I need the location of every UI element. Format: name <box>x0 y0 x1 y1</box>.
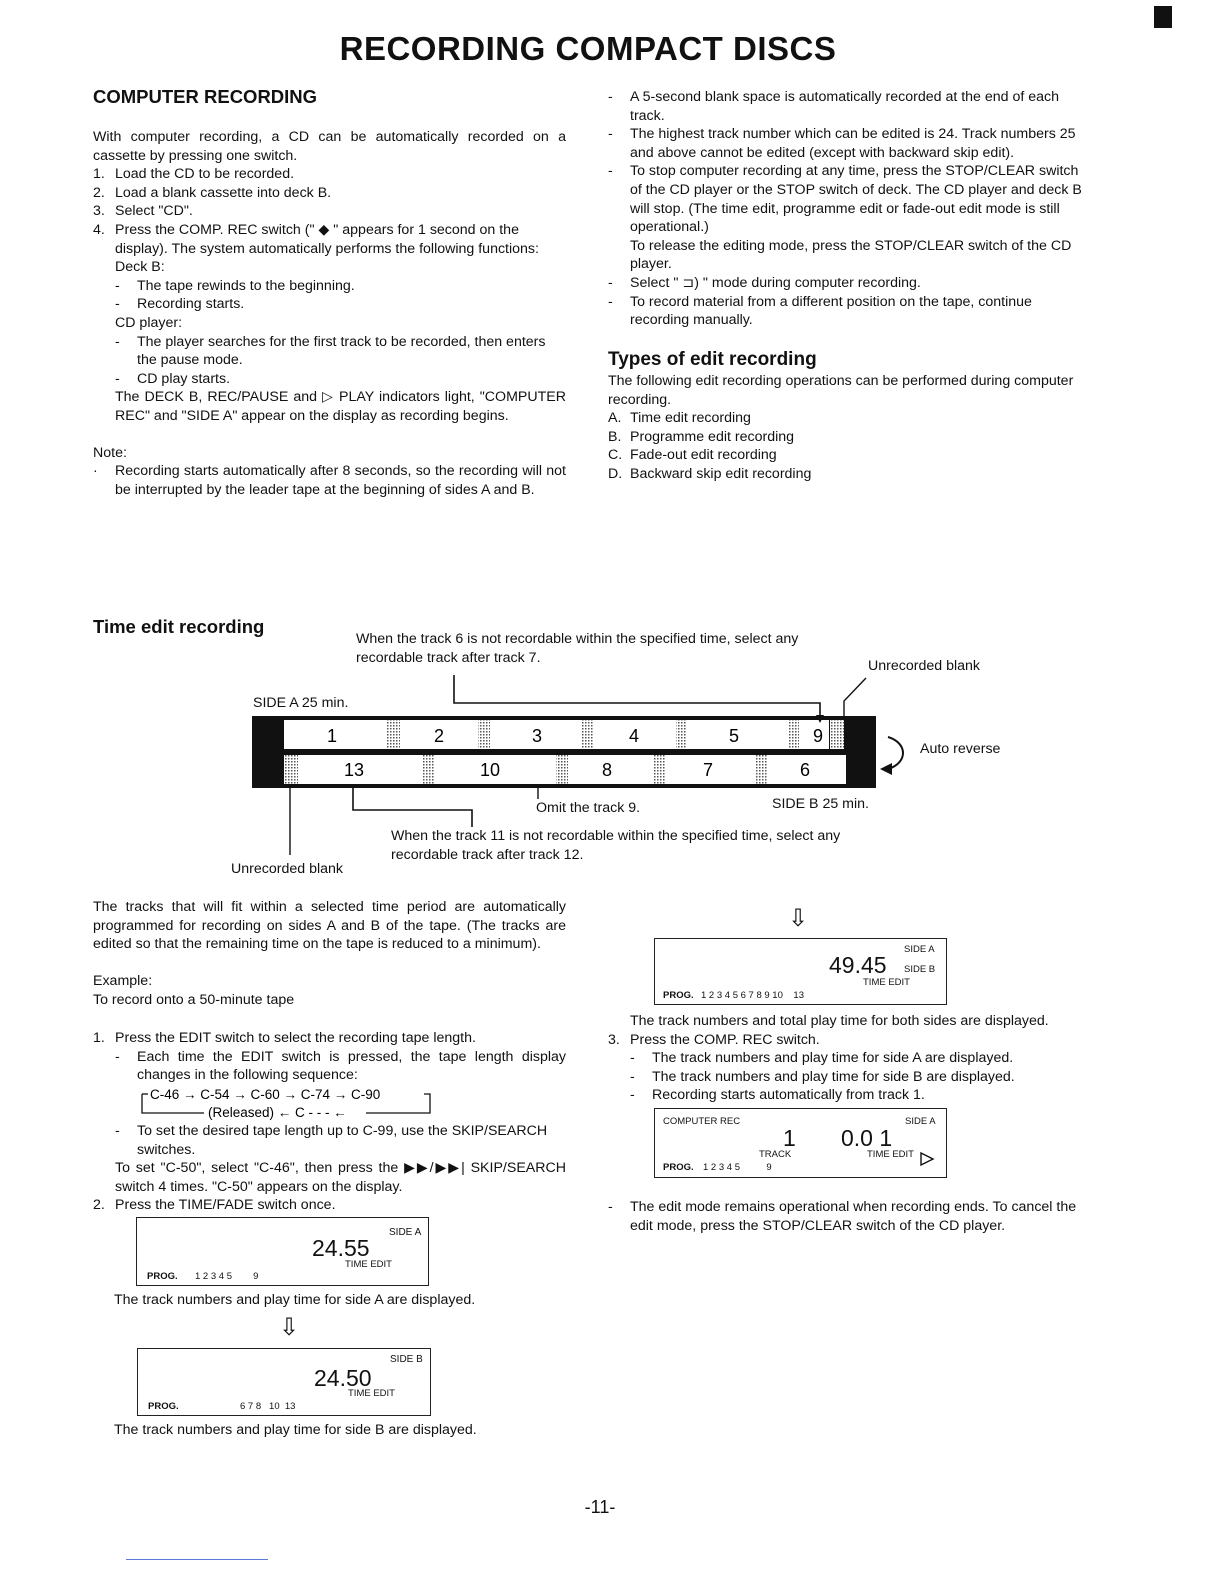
list-item: - To record material from a different position on the tape, continue recording manually. <box>608 293 1032 329</box>
right-notes <box>608 88 1082 330</box>
track-label: 9 <box>812 726 824 746</box>
diagram-note-bottom: When the track 11 is not recordable within the specified time, select any recordable track after track 12. <box>391 828 841 863</box>
step-item: 3. Select "CD". <box>93 203 193 220</box>
step-item: 1. Load the CD to be recorded. <box>93 166 295 183</box>
down-arrow-icon: ⇩ <box>279 1314 300 1341</box>
right-time-edit-text: The track numbers and total play time for both sides are displayed. 3. Press the COMP. REC switch. - The track numbers and play time for side A are displayed. - The track numbers and play time for side B are displayed. - Recording starts automatically from track 1. <box>608 1013 1049 1104</box>
unrecorded-bottom-label: Unrecorded blank <box>231 861 343 877</box>
list-item: A. Time edit recording <box>608 410 751 427</box>
track-label: 5 <box>728 726 740 746</box>
sequence-top: C-46 → C-54 → C-60 → C-74 → C-90 <box>150 1087 381 1102</box>
list-item: - To stop computer recording at any time, press the STOP/CLEAR switch of the CD player or the STOP switch of deck. The CD player and deck B will stop. (The time edit, programme edit or fade-out edit mode is still operational.) <box>608 163 1082 236</box>
track-label: 2 <box>433 726 445 746</box>
track-label: 13 <box>343 760 365 780</box>
list-item: - A 5-second blank space is automatically recorded at the end of each track. <box>608 89 1060 124</box>
lcd-display: 49.45 SIDE A SIDE B TIME EDIT PROG. 1 2 3 4 5 6 7 8 9 10 13 <box>654 938 947 1005</box>
time-edit-heading: Time edit recording <box>93 616 265 637</box>
play-icon <box>919 1151 935 1167</box>
bracket-line <box>454 675 820 720</box>
list-item: - The highest track number which can be edited is 24. Track numbers 25 and above cannot be edited (except with backward skip edit). <box>608 126 1076 161</box>
omit-label: Omit the track 9. <box>536 800 641 816</box>
bracket-line <box>353 784 472 827</box>
corner-tab <box>1154 6 1172 28</box>
list-item: - Recording starts. <box>115 296 245 313</box>
list-item: - Select " ⊐) " mode during computer recording. <box>608 274 921 291</box>
display-caption: The track numbers and play time for side B are displayed. <box>114 1422 477 1438</box>
cd-player-label: CD player: <box>115 314 183 331</box>
track-label: 1 <box>326 726 338 746</box>
list-item: - The tape rewinds to the beginning. <box>115 277 355 294</box>
list-item: C. Fade-out edit recording <box>608 447 777 464</box>
note-item: · Recording starts automatically after 8 seconds, so the recording will not be interrupted by the leader tape at the beginning of sides A and B. <box>93 463 566 498</box>
leader-line <box>844 678 866 720</box>
track-label: 3 <box>531 726 543 746</box>
deck-b-label: Deck B: <box>115 259 165 276</box>
track-label: 4 <box>628 726 640 746</box>
sequence-bottom: (Released) ← C - - - ← <box>208 1105 347 1120</box>
page-title: RECORDING COMPACT DISCS <box>339 30 837 67</box>
types-text: The following edit recording operations can be performed during computer recording. A. Time edit recording B. Programme edit recording C. Fade-out edit recording D. Backward skip edit recording <box>608 372 1082 484</box>
track-label: 7 <box>702 760 714 780</box>
computer-recording-text <box>93 128 566 499</box>
indicators-text: The DECK B, REC/PAUSE and ▷ PLAY indicators light, "COMPUTER REC" and "SIDE A" appear on the display as recording begins. <box>115 389 566 424</box>
list-item: - CD play starts. <box>115 370 231 387</box>
list-item: - The player searches for the first track to be recorded, then enters the pause mode. <box>115 333 546 369</box>
release-text: To release the editing mode, press the STOP/CLEAR switch of the CD player. <box>630 237 1072 273</box>
track-label: 10 <box>479 760 501 780</box>
footer-line <box>126 1559 268 1560</box>
list-item: D. Backward skip edit recording <box>608 465 812 482</box>
lcd-display: COMPUTER REC SIDE A 1 TRACK 0.0 1 TIME EDIT PROG. 1 2 3 4 5 9 <box>654 1108 947 1178</box>
down-arrow-icon: ⇩ <box>788 905 809 932</box>
track-label: 8 <box>601 760 613 780</box>
diagram-note-top: When the track 6 is not recordable within the specified time, select any recordable track after track 7. <box>356 631 799 666</box>
list-item: B. Programme edit recording <box>608 428 795 445</box>
intro: With computer recording, a CD can be automatically recorded on a cassette by pressing one switch. <box>93 129 566 164</box>
step-item: 4. Press the COMP. REC switch (" ◆ " appears for 1 second on the display). The system automatically performs the following functions: <box>93 221 539 257</box>
tape-diagram <box>240 665 1020 865</box>
page-number: -11- <box>584 1497 616 1517</box>
example-label: Example: <box>93 973 153 989</box>
example-text: To record onto a 50-minute tape <box>93 992 295 1008</box>
note-label: Note: <box>93 444 127 461</box>
side-a-label: SIDE A 25 min. <box>253 695 349 711</box>
display-caption: The track numbers and play time for side A are displayed. <box>114 1292 476 1308</box>
step-item: 2. Load a blank cassette into deck B. <box>93 184 332 201</box>
types-heading: Types of edit recording <box>608 349 817 370</box>
auto-reverse-label: Auto reverse <box>920 741 1001 757</box>
track-label: 6 <box>799 760 811 780</box>
time-edit-intro: The tracks that will fit within a selected time period are automatically programmed for recording on sides A and B of the tape. (The tracks are edited so that the remaining time on the tape is reduced to a minimum). <box>93 899 566 953</box>
step1-cont: - To set the desired tape length up to C-99, use the SKIP/SEARCH switches. To set "C-50", select "C-46", then press the ▶▶/▶▶| SKIP/SEARCH switch 4 times. "C-50" appears on the display. 2. Press the TIME/FADE switch once. <box>93 1123 566 1214</box>
lcd-display: 24.55 SIDE A TIME EDIT PROG. 1 2 3 4 5 9 <box>136 1217 429 1286</box>
sequence-diagram <box>134 1084 444 1124</box>
final-note: - The edit mode remains operational when recording ends. To cancel the edit mode, press the STOP/CLEAR switch of the CD player. <box>608 1199 1077 1234</box>
unrecorded-top-label: Unrecorded blank <box>868 658 980 674</box>
lcd-display: 24.50 SIDE B TIME EDIT PROG. 6 7 8 10 13 <box>137 1348 431 1416</box>
section-heading: COMPUTER RECORDING <box>93 86 318 107</box>
step1: 1. Press the EDIT switch to select the recording tape length. - Each time the EDIT switch is pressed, the tape length display changes in the following sequence: <box>93 1030 566 1084</box>
side-b-label: SIDE B 25 min. <box>772 796 869 812</box>
